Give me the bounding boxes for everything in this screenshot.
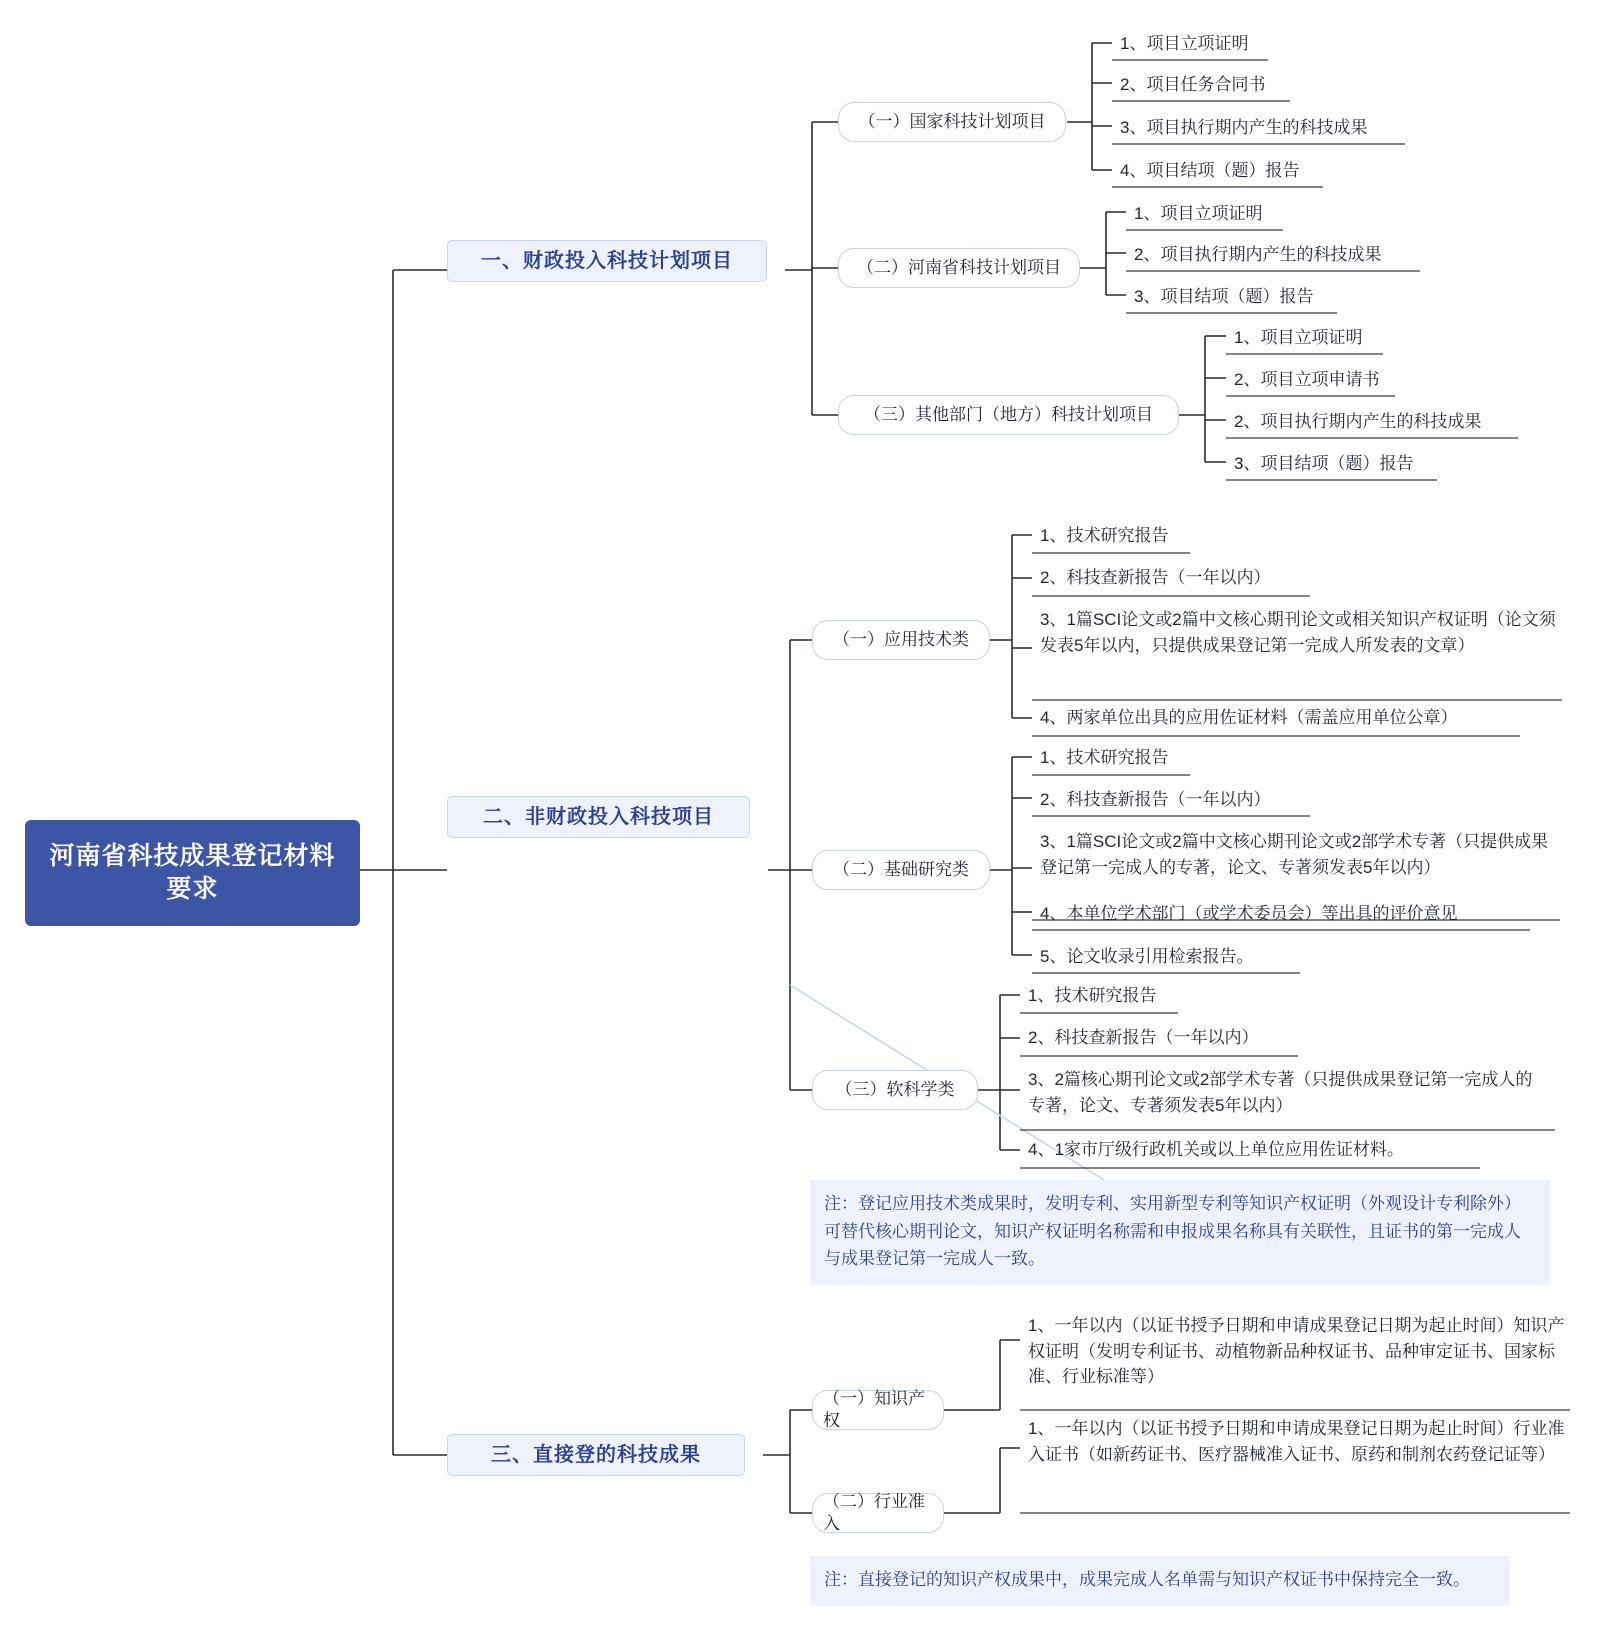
- leaf-item: 2、科技查新报告（一年以内）: [1040, 568, 1271, 587]
- leaf-item: 1、项目立项证明: [1120, 34, 1249, 53]
- sub-node-2-2[interactable]: [812, 850, 990, 890]
- leaf-item: 4、项目结项（题）报告: [1120, 161, 1300, 180]
- sub-node-2-3[interactable]: [812, 1070, 978, 1110]
- branch-node-1[interactable]: [447, 240, 767, 282]
- leaf-item: 3、项目结项（题）报告: [1134, 287, 1314, 306]
- leaf-item: 2、项目任务合同书: [1120, 75, 1266, 94]
- sub-node-1-2[interactable]: [838, 248, 1080, 288]
- leaf-item: 2、项目执行期内产生的科技成果: [1134, 245, 1382, 264]
- sub-node-2-1[interactable]: [812, 620, 990, 660]
- leaf-item: 4、两家单位出具的应用佐证材料（需盖应用单位公章）: [1040, 708, 1458, 727]
- sub-label-2-1: （一）应用技术类: [833, 629, 969, 649]
- leaf-item: 3、1篇SCI论文或2篇中文核心期刊论文或2部学术专著（只提供成果登记第一完成人的专著，论文、专著须发表5年以内）: [1040, 832, 1549, 877]
- sub-label-3-1: （一）知识产权: [823, 1388, 925, 1430]
- leaf-item: 1、技术研究报告: [1028, 986, 1157, 1005]
- sub-label-1-3: （三）其他部门（地方）科技计划项目: [864, 404, 1153, 424]
- branch-node-2[interactable]: [447, 796, 750, 838]
- leaf-item: 2、科技查新报告（一年以内）: [1040, 790, 1271, 809]
- leaf-item: 1、技术研究报告: [1040, 526, 1169, 545]
- sub-node-1-3[interactable]: [838, 395, 1179, 435]
- leaf-item: 3、1篇SCI论文或2篇中文核心期刊论文或相关知识产权证明（论文须发表5年以内，只提供成果登记第一完成人所发表的文章）: [1040, 610, 1556, 655]
- leaf-item: 1、项目立项证明: [1234, 328, 1363, 347]
- leaf-item: 2、科技查新报告（一年以内）: [1028, 1028, 1259, 1047]
- sub-label-3-2: （二）行业准入: [823, 1491, 925, 1533]
- leaf-item: 3、项目结项（题）报告: [1234, 454, 1414, 473]
- leaf-item: 3、2篇核心期刊论文或2部学术专著（只提供成果登记第一完成人的专著，论文、专著须发表5年以内）: [1028, 1070, 1533, 1115]
- root-label: 河南省科技成果登记材料要求: [49, 842, 336, 903]
- sub-node-3-1[interactable]: [812, 1390, 944, 1430]
- note-box-2: 注：直接登记的知识产权成果中，成果完成人名单需与知识产权证书中保持完全一致。: [810, 1556, 1510, 1606]
- branch-label-1: 一、财政投入科技计划项目: [481, 250, 733, 272]
- leaf-item: 1、项目立项证明: [1134, 204, 1263, 223]
- sub-label-2-2: （二）基础研究类: [833, 859, 969, 879]
- leaf-item: 1、技术研究报告: [1040, 748, 1169, 767]
- leaf-item: 2、项目执行期内产生的科技成果: [1234, 412, 1482, 431]
- root-node[interactable]: [25, 820, 360, 926]
- sub-label-1-2: （二）河南省科技计划项目: [857, 257, 1061, 277]
- leaf-item: 1、一年以内（以证书授予日期和申请成果登记日期为起止时间）知识产权证明（发明专利证书、动植物新品种权证书、品种审定证书、国家标准、行业标准等）: [1028, 1316, 1565, 1386]
- sub-node-3-2[interactable]: [812, 1493, 944, 1533]
- leaf-item: 4、本单位学术部门（或学术委员会）等出具的评价意见: [1040, 904, 1458, 923]
- leaf-item: 2、项目立项申请书: [1234, 370, 1380, 389]
- branch-label-2: 二、非财政投入科技项目: [483, 806, 714, 828]
- leaf-item: 5、论文收录引用检索报告。: [1040, 947, 1254, 966]
- branch-node-3[interactable]: [447, 1434, 745, 1476]
- note-box-1: 注：登记应用技术类成果时，发明专利、实用新型专利等知识产权证明（外观设计专利除外）可替代核心期刊论文，知识产权证明名称需和申报成果名称具有关联性，且证书的第一完成人与成果登记第一完成人一致。: [810, 1180, 1550, 1285]
- sub-node-1-1[interactable]: [838, 102, 1066, 142]
- branch-label-3: 三、直接登的科技成果: [491, 1444, 701, 1466]
- leaf-item: 4、1家市厅级行政机关或以上单位应用佐证材料。: [1028, 1140, 1404, 1159]
- leaf-item: 3、项目执行期内产生的科技成果: [1120, 118, 1368, 137]
- leaf-item: 1、一年以内（以证书授予日期和申请成果登记日期为起止时间）行业准入证书（如新药证书、医疗器械准入证书、原药和制剂农药登记证等）: [1028, 1419, 1565, 1464]
- sub-label-1-1: （一）国家科技计划项目: [858, 111, 1046, 131]
- sub-label-2-3: （三）软科学类: [835, 1079, 955, 1099]
